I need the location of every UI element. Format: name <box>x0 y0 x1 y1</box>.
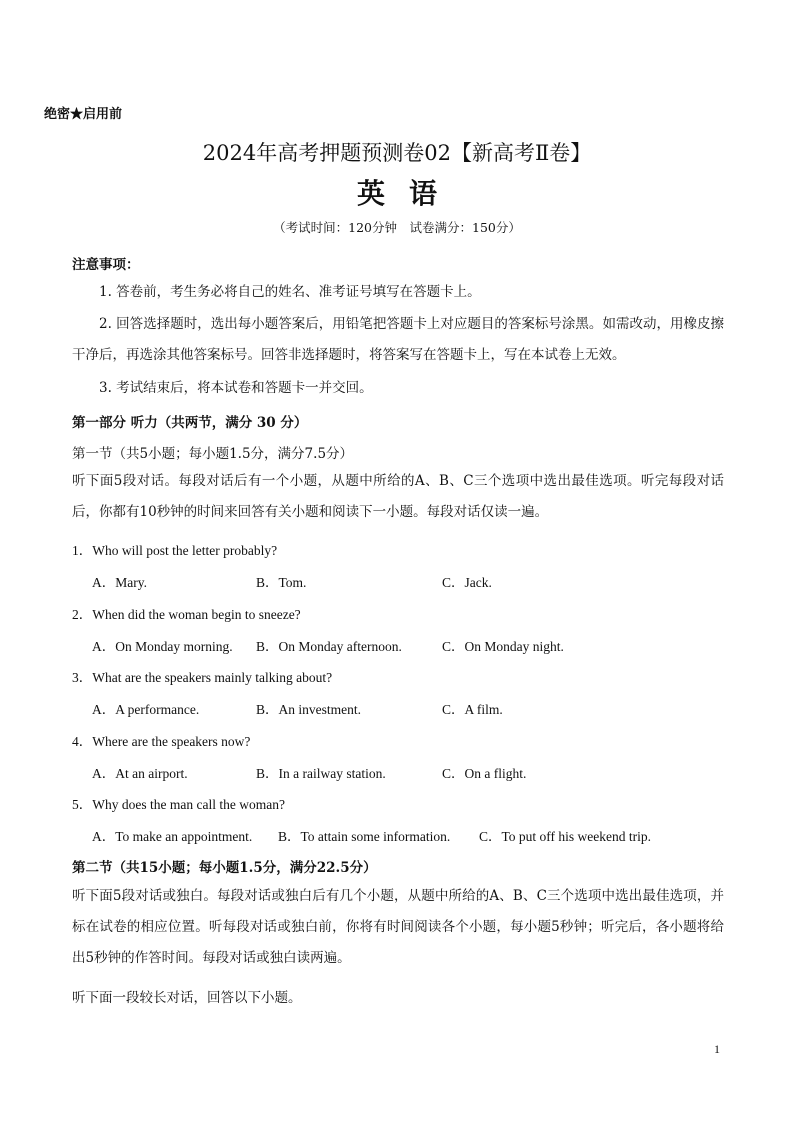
answer-option[interactable]: C．On a flight. <box>442 766 527 781</box>
answer-option[interactable]: B．On Monday afternoon. <box>256 639 402 654</box>
note-item: 3. 考试结束后，将本试卷和答题卡一并交回。 <box>99 380 373 396</box>
notes-heading: 注意事项： <box>72 257 140 273</box>
part1-heading: 第一部分 听力（共两节，满分 30 分） <box>72 415 308 431</box>
page-number: 1 <box>714 1042 720 1056</box>
answer-option[interactable]: C．To put off his weekend trip. <box>479 829 652 844</box>
question-stem: 4．Where are the speakers now? <box>72 734 251 749</box>
question-stem: 3．What are the speakers mainly talking about? <box>72 670 333 685</box>
answer-option[interactable]: C．On Monday night. <box>442 639 564 654</box>
question-stem: 2．When did the woman begin to sneeze? <box>72 607 301 622</box>
answer-option[interactable]: C．A film. <box>442 702 503 717</box>
exam-title: 2024年高考押题预测卷02【新高考Ⅱ卷】 <box>202 141 592 165</box>
note-item: 1. 答卷前，考生务必将自己的姓名、准考证号填写在答题卡上。 <box>99 284 481 300</box>
answer-option[interactable]: A．A performance. <box>92 702 200 717</box>
question-stem: 1．Who will post the letter probably? <box>72 543 278 558</box>
answer-option[interactable]: A．Mary. <box>92 575 147 590</box>
answer-option[interactable]: A．At an airport. <box>92 766 188 781</box>
section2-prompt: 听下面一段较长对话，回答以下小题。 <box>72 990 302 1006</box>
answer-option[interactable]: C．Jack. <box>442 575 492 590</box>
section2-heading: 第二节（共15小题；每小题1.5分，满分22.5分） <box>72 860 377 876</box>
answer-option[interactable]: B．To attain some information. <box>278 829 451 844</box>
answer-option[interactable]: B．Tom. <box>256 575 307 590</box>
answer-option[interactable]: B．An investment. <box>256 702 361 717</box>
answer-option[interactable]: B．In a railway station. <box>256 766 386 781</box>
section1-heading: 第一节（共5小题；每小题1.5分，满分7.5分） <box>72 446 354 462</box>
confidential-label: 绝密★启用前 <box>44 107 123 122</box>
section1-instructions: 听下面5段对话。每段对话后有一个小题，从题中所给的A、B、C三个选项中选出最佳选项。听完每段对话后，你都有10秒钟的时间来回答有关小题和阅读下一小题。每段对话仅读一遍。 <box>72 473 724 520</box>
answer-option[interactable]: A．On Monday morning. <box>92 639 233 654</box>
section2-instructions: 听下面5段对话或独白。每段对话或独白后有几个小题，从题中所给的A、B、C三个选项中选出最佳选项，并标在试卷的相应位置。听每段对话或独白前，你将有时间阅读各个小题，每小题5秒钟；听完后，各小题将给出5秒钟的作答时间。每段对话或独白读两遍。 <box>72 888 724 966</box>
answer-option[interactable]: A．To make an appointment. <box>92 829 253 844</box>
exam-timing: （考试时间：120分钟 试卷满分：150分） <box>273 220 521 235</box>
question-stem: 5．Why does the man call the woman? <box>72 797 285 812</box>
note-item: 2. 回答选择题时，选出每小题答案后，用铅笔把答题卡上对应题目的答案标号涂黑。如需改动，用橡皮擦干净后，再选涂其他答案标号。回答非选择题时，将答案写在答题卡上，写在本试卷上无效。 <box>72 316 724 363</box>
subject-title: 英语 <box>356 177 461 210</box>
